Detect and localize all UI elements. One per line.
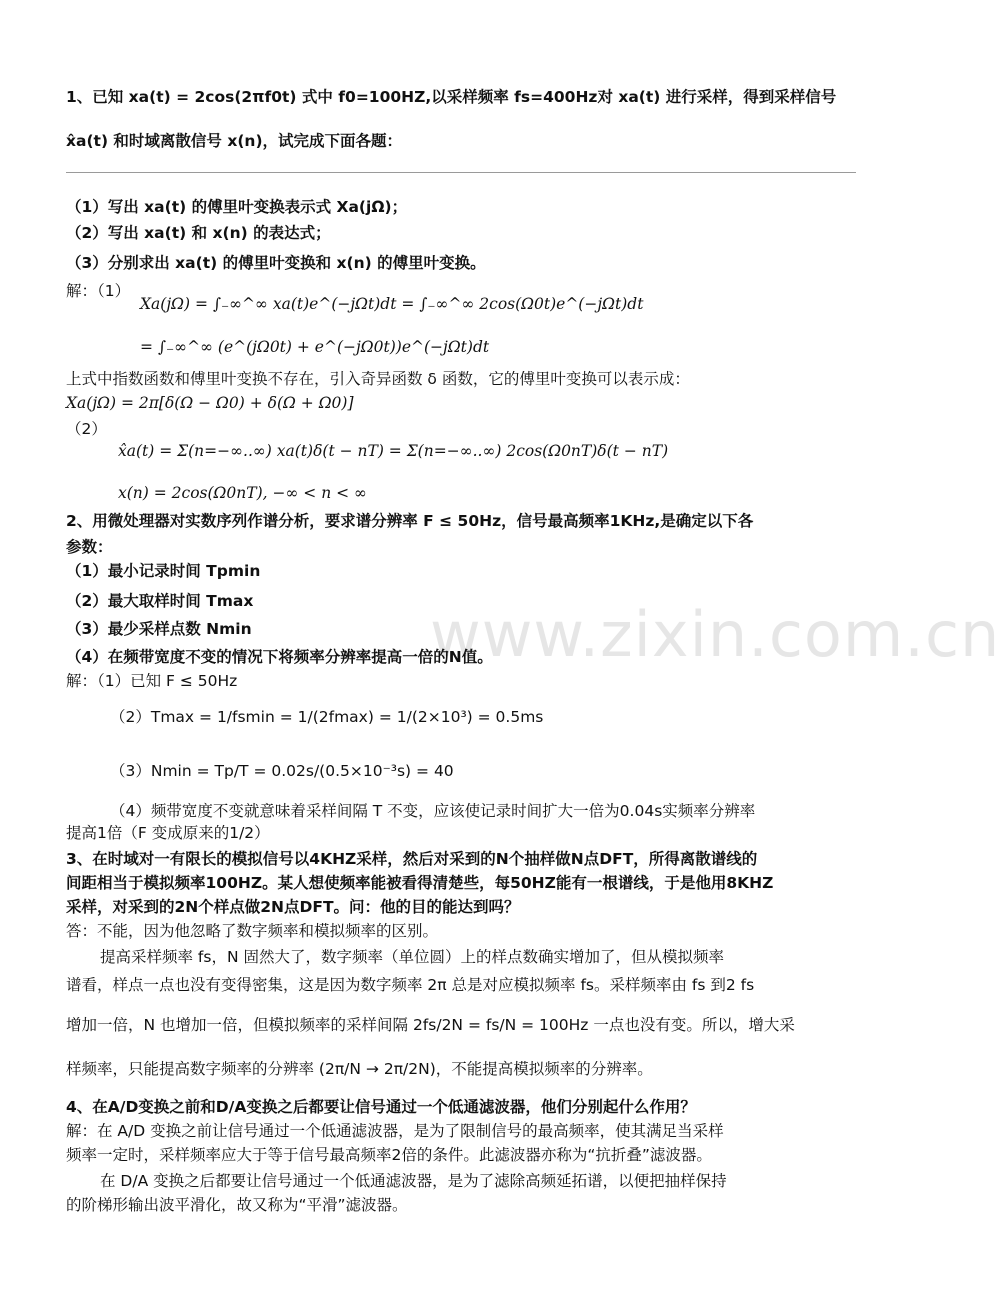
divider-rule	[66, 172, 856, 173]
q1-equation-5: x(n) = 2cos(Ω0nT), −∞ < n < ∞	[118, 484, 367, 502]
q1-answer-1-label: 解：（1）	[66, 282, 131, 300]
q2-answer-4b: 提高1倍（F 变成原来的1/2）	[66, 824, 270, 842]
q2-sub-1: （1）最小记录时间 Tpmin	[66, 562, 261, 580]
q3-line-3: 采样，对采到的2N个样点做2N点DFT。问：他的目的能达到吗？	[66, 898, 520, 916]
q2-sub-4: （4）在频带宽度不变的情况下将频率分辨率提高一倍的N值。	[66, 648, 493, 666]
q2-sub-2: （2）最大取样时间 Tmax	[66, 592, 254, 610]
q3-line-2: 间距相当于模拟频率100HZ。某人想使频率能被看得清楚些，每50HZ能有一根谱线，于是他用8KHZ	[66, 874, 774, 892]
q1-sub-2: （2）写出 xa(t) 和 x(n) 的表达式；	[66, 224, 331, 242]
q1-line-1: 1、已知 xa(t) = 2cos(2πf0t) 式中 f0=100HZ,以采样频率 fs=400Hz对 xa(t) 进行采样，得到采样信号	[66, 88, 837, 106]
q3-answer-4: 增加一倍，N 也增加一倍，但模拟频率的采样间隔 2fs/2N = fs/N = 100Hz 一点也没有变。所以，增大采	[66, 1016, 795, 1034]
q1-sub-3: （3）分别求出 xa(t) 的傅里叶变换和 x(n) 的傅里叶变换。	[66, 254, 486, 272]
q3-answer-1: 答：不能，因为他忽略了数字频率和模拟频率的区别。	[66, 922, 439, 940]
q1-answer-2-label: （2）	[66, 420, 107, 438]
q4-line-1: 4、在A/D变换之前和D/A变换之后都要让信号通过一个低通滤波器，他们分别起什么作用？	[66, 1098, 696, 1116]
q4-answer-4: 的阶梯形输出波平滑化，故又称为“平滑”滤波器。	[66, 1196, 408, 1214]
q3-line-1: 3、在时域对一有限长的模拟信号以4KHZ采样，然后对采到的N个抽样做N点DFT，所得离散谱线的	[66, 850, 758, 868]
q1-equation-2: = ∫₋∞^∞ (e^(jΩ0t) + e^(−jΩ0t))e^(−jΩt)dt	[140, 338, 490, 356]
q2-line-2: 参数：	[66, 538, 113, 556]
q1-text-1: 上式中指数函数和傅里叶变换不存在，引入奇异函数 δ 函数，它的傅里叶变换可以表示成：	[66, 370, 690, 388]
q3-answer-2: 提高采样频率 fs，N 固然大了，数字频率（单位圆）上的样点数确实增加了，但从模拟频率	[100, 948, 724, 966]
q2-line-1: 2、用微处理器对实数序列作谱分析，要求谱分辨率 F ≤ 50Hz，信号最高频率1KHz,是确定以下各	[66, 512, 754, 530]
q2-answer-4a: （4）频带宽度不变就意味着采样间隔 T 不变，应该使记录时间扩大一倍为0.04s实频率分辨率	[110, 802, 756, 820]
q2-answer-2: （2）Tmax = 1/fsmin = 1/(2fmax) = 1/(2×10³) = 0.5ms	[110, 708, 544, 726]
watermark: www.zixin.com.cn	[430, 598, 1000, 671]
q2-answer-3: （3）Nmin = Tp/T = 0.02s/(0.5×10⁻³s) = 40	[110, 762, 454, 780]
q1-equation-4: x̂a(t) = Σ(n=−∞..∞) xa(t)δ(t − nT) = Σ(n=−∞..∞) 2cos(Ω0nT)δ(t − nT)	[118, 442, 669, 460]
q3-answer-3: 谱看，样点一点也没有变得密集，这是因为数字频率 2π 总是对应模拟频率 fs。采样频率由 fs 到2 fs	[66, 976, 755, 994]
q4-answer-1: 解：在 A/D 变换之前让信号通过一个低通滤波器，是为了限制信号的最高频率，使其满足当采样	[66, 1122, 724, 1140]
q1-sub-1: （1）写出 xa(t) 的傅里叶变换表示式 Xa(jΩ)；	[66, 198, 408, 216]
q1-equation-3: Xa(jΩ) = 2π[δ(Ω − Ω0) + δ(Ω + Ω0)]	[66, 394, 354, 412]
q2-sub-3: （3）最少采样点数 Nmin	[66, 620, 252, 638]
q1-equation-1: Xa(jΩ) = ∫₋∞^∞ xa(t)e^(−jΩt)dt = ∫₋∞^∞ 2cos(Ω0t)e^(−jΩt)dt	[140, 295, 644, 313]
q4-answer-2: 频率一定时，采样频率应大于等于信号最高频率2倍的条件。此滤波器亦称为“抗折叠”滤波器。	[66, 1146, 712, 1164]
q2-answer-1: 解：（1）已知 F ≤ 50Hz	[66, 672, 238, 690]
q1-line-2: x̂a(t) 和时域离散信号 x(n)，试完成下面各题：	[66, 132, 403, 150]
q4-answer-3: 在 D/A 变换之后都要让信号通过一个低通滤波器，是为了滤除高频延拓谱，以便把抽样保持	[100, 1172, 727, 1190]
q3-answer-5: 样频率，只能提高数字频率的分辨率 (2π/N → 2π/2N)，不能提高模拟频率的分辨率。	[66, 1060, 653, 1078]
